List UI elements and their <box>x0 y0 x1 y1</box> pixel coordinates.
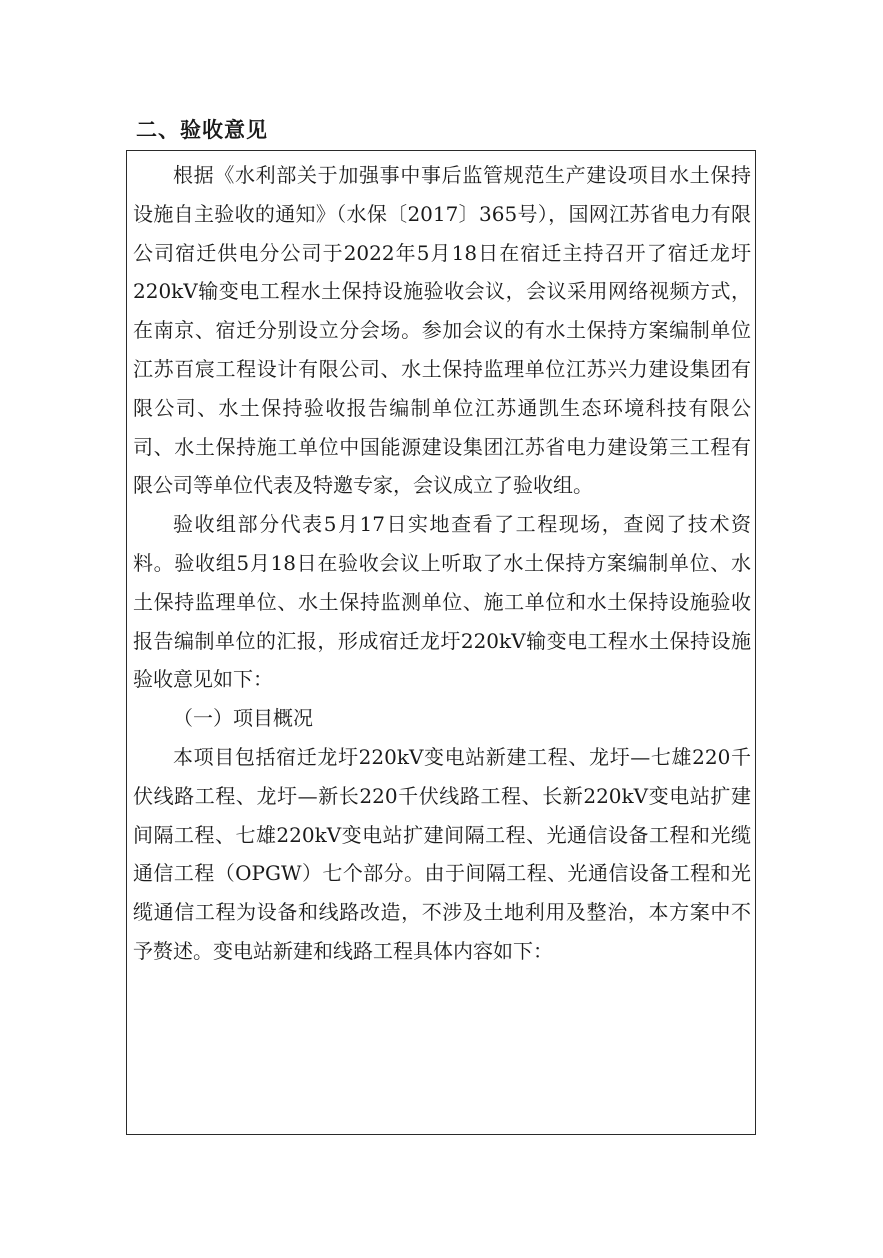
paragraph-meeting-info: 根据《水利部关于加强事中事后监管规范生产建设项目水土保持设施自主验收的通知》（水保〔2017〕365号），国网江苏省电力有限公司宿迁供电分公司于2022年5月18日在宿迁主持召开了宿迁龙圩220kV输变电工程水土保持设施验收会议，会议采用网络视频方式，在南京、宿迁分别设立分会场。参加会议的有水土保持方案编制单位江苏百宸工程设计有限公司、水土保持监理单位江苏兴力建设集团有限公司、水土保持验收报告编制单位江苏通凯生态环境科技有限公司、水土保持施工单位中国能源建设集团江苏省电力建设第三工程有限公司等单位代表及特邀专家，会议成立了验收组。 <box>133 163 751 498</box>
subsection-heading: （一）项目概况 <box>173 706 313 731</box>
paragraph-acceptance-review: 验收组部分代表5月17日实地查看了工程现场，查阅了技术资料。验收组5月18日在验收会议上听取了水土保持方案编制单位、水土保持监理单位、水土保持监测单位、施工单位和水土保持设施验收报告编制单位的汇报，形成宿迁龙圩220kV输变电工程水土保持设施验收意见如下： <box>133 512 751 692</box>
opinion-content <box>133 156 751 971</box>
paragraph-project-overview: 本项目包括宿迁龙圩220kV变电站新建工程、龙圩—七雄220千伏线路工程、龙圩—新长220千伏线路工程、长新220kV变电站扩建间隔工程、七雄220kV变电站扩建间隔工程、光通信设备工程和光缆通信工程（OPGW）七个部分。由于间隔工程、光通信设备工程和光缆通信工程为设备和线路改造，不涉及土地利用及整治，本方案中不予赘述。变电站新建和线路工程具体内容如下： <box>133 744 751 963</box>
section-title: 二、验收意见 <box>136 117 268 142</box>
